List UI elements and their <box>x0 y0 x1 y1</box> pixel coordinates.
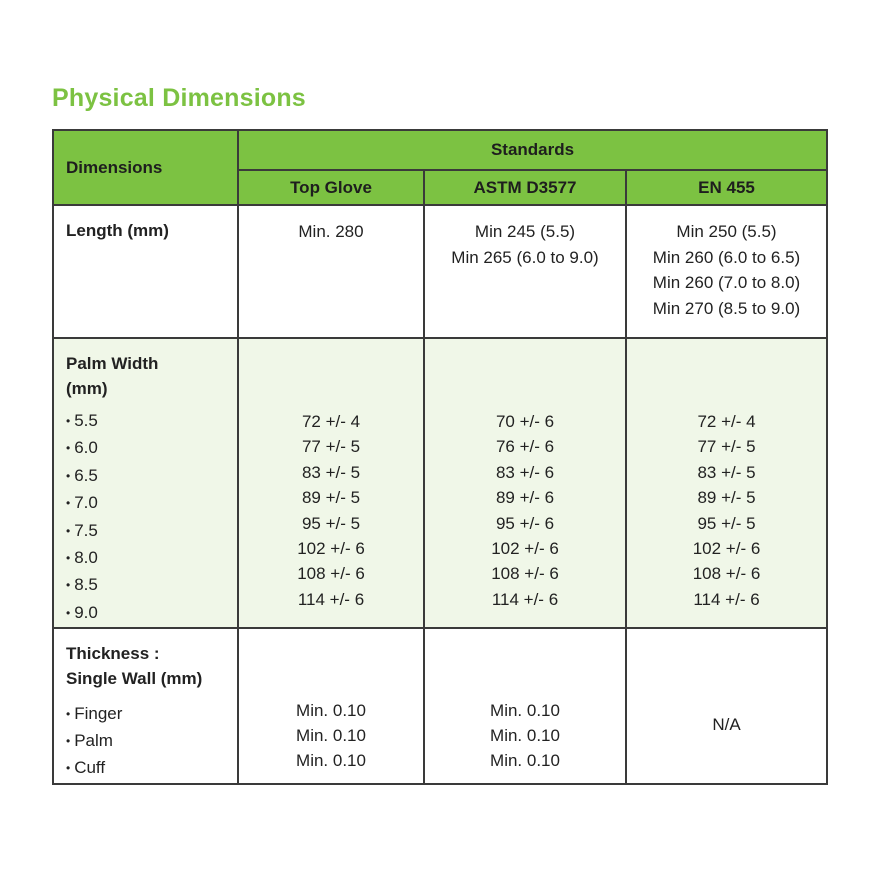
list-item: • Cuff <box>66 755 237 782</box>
value-text: 95 +/- 6 <box>495 513 555 533</box>
value-text: Min 250 (5.5) <box>676 222 777 241</box>
page-title: Physical Dimensions <box>52 84 306 112</box>
value-text: 102 +/- 6 <box>297 539 365 559</box>
list-item: • 8.0 <box>66 545 237 572</box>
palm-width-label: Palm Width <box>66 354 159 373</box>
length-label-cell <box>53 205 238 338</box>
value-text: Min 245 (5.5) <box>474 222 576 241</box>
palm-width-unit: (mm) <box>66 379 108 398</box>
thickness-en455 <box>626 628 827 784</box>
value-text: 108 +/- 6 <box>491 564 559 584</box>
thickness-row <box>53 628 827 784</box>
value-text: 83 +/- 5 <box>301 462 361 482</box>
value-text: 77 +/- 5 <box>697 437 756 457</box>
value-text: Min. 0.10 <box>296 726 366 746</box>
thickness-label-cell <box>53 628 238 784</box>
palm-width-en455 <box>626 338 827 628</box>
header-standards: Standards <box>238 130 827 170</box>
part-list <box>66 701 237 782</box>
length-en455 <box>626 205 827 338</box>
value-text: Min 265 (6.0 to 9.0) <box>451 247 599 267</box>
thickness-label: Thickness : <box>66 644 160 664</box>
header-en455: EN 455 <box>626 170 827 205</box>
list-item: • 7.5 <box>66 518 237 545</box>
value-text: 95 +/- 5 <box>697 513 756 533</box>
list-item: • Finger <box>66 701 237 728</box>
value-text: 102 +/- 6 <box>692 539 761 559</box>
header-dimensions: Dimensions <box>53 130 238 205</box>
list-item: • 6.5 <box>66 463 237 490</box>
list-item: • 8.5 <box>66 572 237 599</box>
list-item: • 7.0 <box>66 490 237 517</box>
value-text: Min 260 (7.0 to 8.0) <box>652 273 801 292</box>
value-text: Min. 0.10 <box>296 751 366 771</box>
palm-width-row <box>53 338 827 628</box>
value-text: 83 +/- 5 <box>697 462 756 482</box>
value-text: 72 +/- 4 <box>697 412 756 431</box>
value-text: 89 +/- 5 <box>697 488 756 508</box>
palm-width-label-cell <box>53 338 238 628</box>
value-text: N/A <box>712 714 741 734</box>
palm-width-top-glove <box>238 338 424 628</box>
value-text: 108 +/- 6 <box>692 564 761 584</box>
value-text: Min. 0.10 <box>490 701 560 721</box>
length-label: Length (mm) <box>66 221 169 240</box>
palm-width-astm <box>424 338 626 628</box>
dimensions-table <box>52 129 828 785</box>
value-text: 102 +/- 6 <box>491 539 559 559</box>
thickness-astm <box>424 628 626 784</box>
value-text: 114 +/- 6 <box>297 589 365 609</box>
length-astm <box>424 205 626 338</box>
length-row <box>53 205 827 338</box>
value-text: 76 +/- 6 <box>495 437 555 457</box>
thickness-unit: Single Wall (mm) <box>66 669 203 689</box>
value-text: 89 +/- 5 <box>301 488 361 508</box>
size-list <box>66 408 237 627</box>
header-astm: ASTM D3577 <box>424 170 626 205</box>
list-item: • 5.5 <box>66 408 237 435</box>
list-item: • 6.0 <box>66 435 237 462</box>
value-text: Min. 0.10 <box>296 701 366 721</box>
value-text: Min. 0.10 <box>490 726 560 746</box>
value-text: 77 +/- 5 <box>301 437 361 457</box>
value-text: 95 +/- 5 <box>301 513 361 533</box>
value-text: Min. 280 <box>298 222 364 241</box>
list-item: • 9.0 <box>66 600 237 627</box>
value-text: 83 +/- 6 <box>495 462 555 482</box>
value-text: 114 +/- 6 <box>693 589 760 609</box>
value-text: Min 260 (6.0 to 6.5) <box>652 247 801 267</box>
list-item: • Palm <box>66 728 237 755</box>
value-text: 70 +/- 6 <box>495 412 555 431</box>
length-top-glove <box>238 205 424 338</box>
header-top-glove: Top Glove <box>238 170 424 205</box>
value-text: Min 270 (8.5 to 9.0) <box>652 298 801 318</box>
thickness-top-glove <box>238 628 424 784</box>
value-text: 108 +/- 6 <box>297 564 365 584</box>
value-text: Min. 0.10 <box>490 751 560 771</box>
value-text: 72 +/- 4 <box>301 412 361 431</box>
value-text: 114 +/- 6 <box>491 589 559 609</box>
value-text: 89 +/- 6 <box>495 488 555 508</box>
